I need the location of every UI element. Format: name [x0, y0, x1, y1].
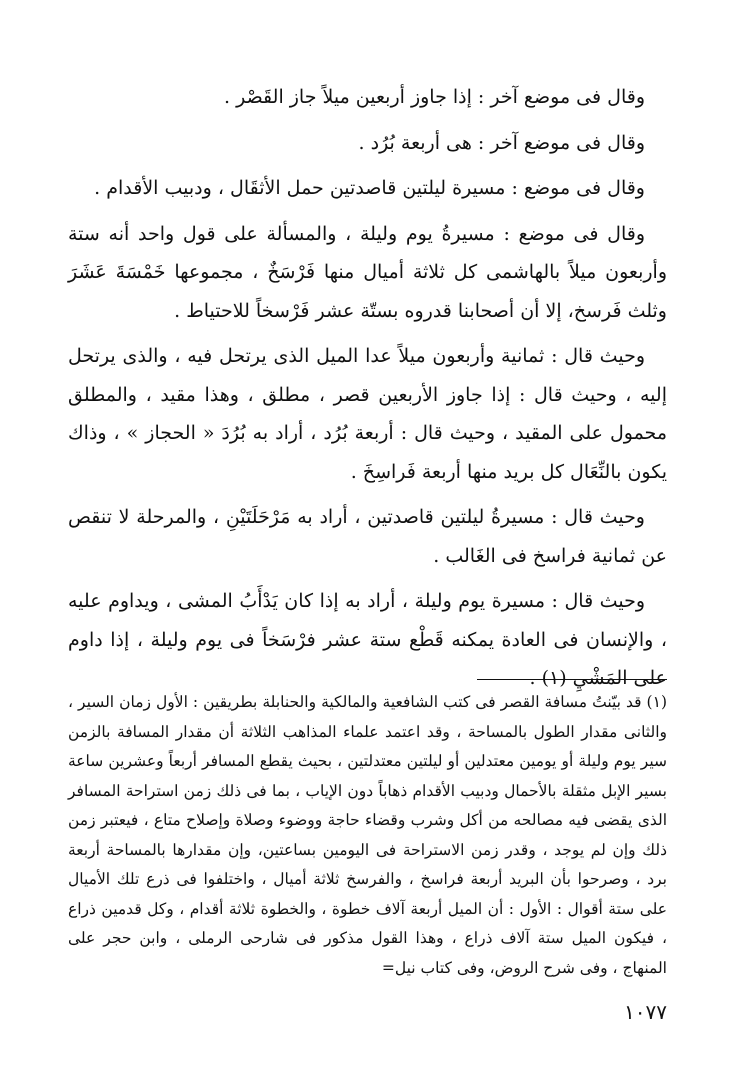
paragraph-1: وقال فى موضع آخر : إذا جاوز أربعين ميلاً جاز القَصْر . — [224, 86, 645, 108]
paragraph-6: وحيث قال : مسيرةُ ليلتين قاصدتين ، أراد به مَرْحَلَتَيْنِ ، والمرحلة لا تنقص عن ثمانية فراسخ فى الغَالب . — [68, 506, 667, 567]
paragraph-5: وحيث قال : ثمانية وأربعون ميلاً عدا الميل الذى يرتحل فيه ، والذى يرتحل إليه ، وحيث قال : إذا جاوز الأربعين قصر ، مطلق ، وهذا مقيد ، والمطلق محمول على المقيد ، وحيث قال : أربعة بُرُد ، أراد به بُرُدَ « الحجاز » ، وذاك يكون بالنِّعَال كل بريد منها أربعة فَراسِخَ . — [68, 345, 667, 483]
paragraph-3: وقال فى موضع : مسيرة ليلتين قاصدتين حمل الأثقَال ، ودبيب الأقدام . — [94, 177, 645, 199]
footnote-1: (١) قد بيّنتُ مسافة القصر فى كتب الشافعية والمالكية والحنابلة بطريقين : الأول زمان السير ، والثانى مقدار الطول بالمساحة ، وقد اعتمد علماء المذاهب الثلاثة أن مقدار المسافة بالزمن سير يوم وليلة أو يومين معتدلين أو ليلتين معتدلتين ، بحيث يقطع المسافر أربعاً وعشرين ساعة بسير الإبل مثقلة بالأحمال ودبيب الأقدام ذهاباً دون الإياب ، بما فى ذلك زمن استراحة المسافر الذى يقضى فيه مصالحه من أكل وشرب وقضاء حاجة ووضوء وصلاة وإصلاح متاع ، فيعتبر زمن ذلك وإن لم يوجد ، وقدر زمن الاستراحة فى اليومين بساعتين، وإن مقدارها بالمساحة أربعة برد ، وصرحوا بأن البريد أربعة فراسخ ، والفرسخ ثلاثة أميال ، واختلفوا فى ذرع تلك الأميال على ستة أقوال : الأول : أن الميل أربعة آلاف خطوة ، والخطوة ثلاثة أقدام ، وكل قدمين ذراع ، فيكون الميل ستة آلاف ذراع ، وهذا القول مذكور فى شارحى الرملى ، وابن حجر على المنهاج ، وفى شرح الروض، وفى كتاب نيل= — [68, 693, 667, 977]
page-number: ١٠٧٧ — [624, 1000, 667, 1024]
main-text-body — [68, 78, 667, 705]
paragraph-7: وحيث قال : مسيرة يوم وليلة ، أراد به إذا كان يَدْأَبُ المشى ، ويداوم عليه ، والإنسان فى العادة يمكنه قَطْع ستة عشر فرْسَخاً فى يوم وليلة ، إذا داوم على المَشْيِ (١) . — [68, 590, 667, 689]
paragraph-4: وقال فى موضع : مسيرةُ يوم وليلة ، والمسألة على قول واحد أنه ستة وأربعون ميلاً بالهاشمى كل ثلاثة أميال منها فَرْسَخٌ ، مجموعها خَمْسَةَ عَشَرَ وثلث فَرسخ، إلا أن أصحابنا قدروه بستّة عشر فَرْسخاً للاحتياط . — [68, 222, 667, 322]
footnote-divider — [477, 679, 667, 680]
paragraph-2: وقال فى موضع آخر : هى أربعة بُرُد . — [358, 131, 645, 154]
footnote-section — [68, 688, 667, 983]
